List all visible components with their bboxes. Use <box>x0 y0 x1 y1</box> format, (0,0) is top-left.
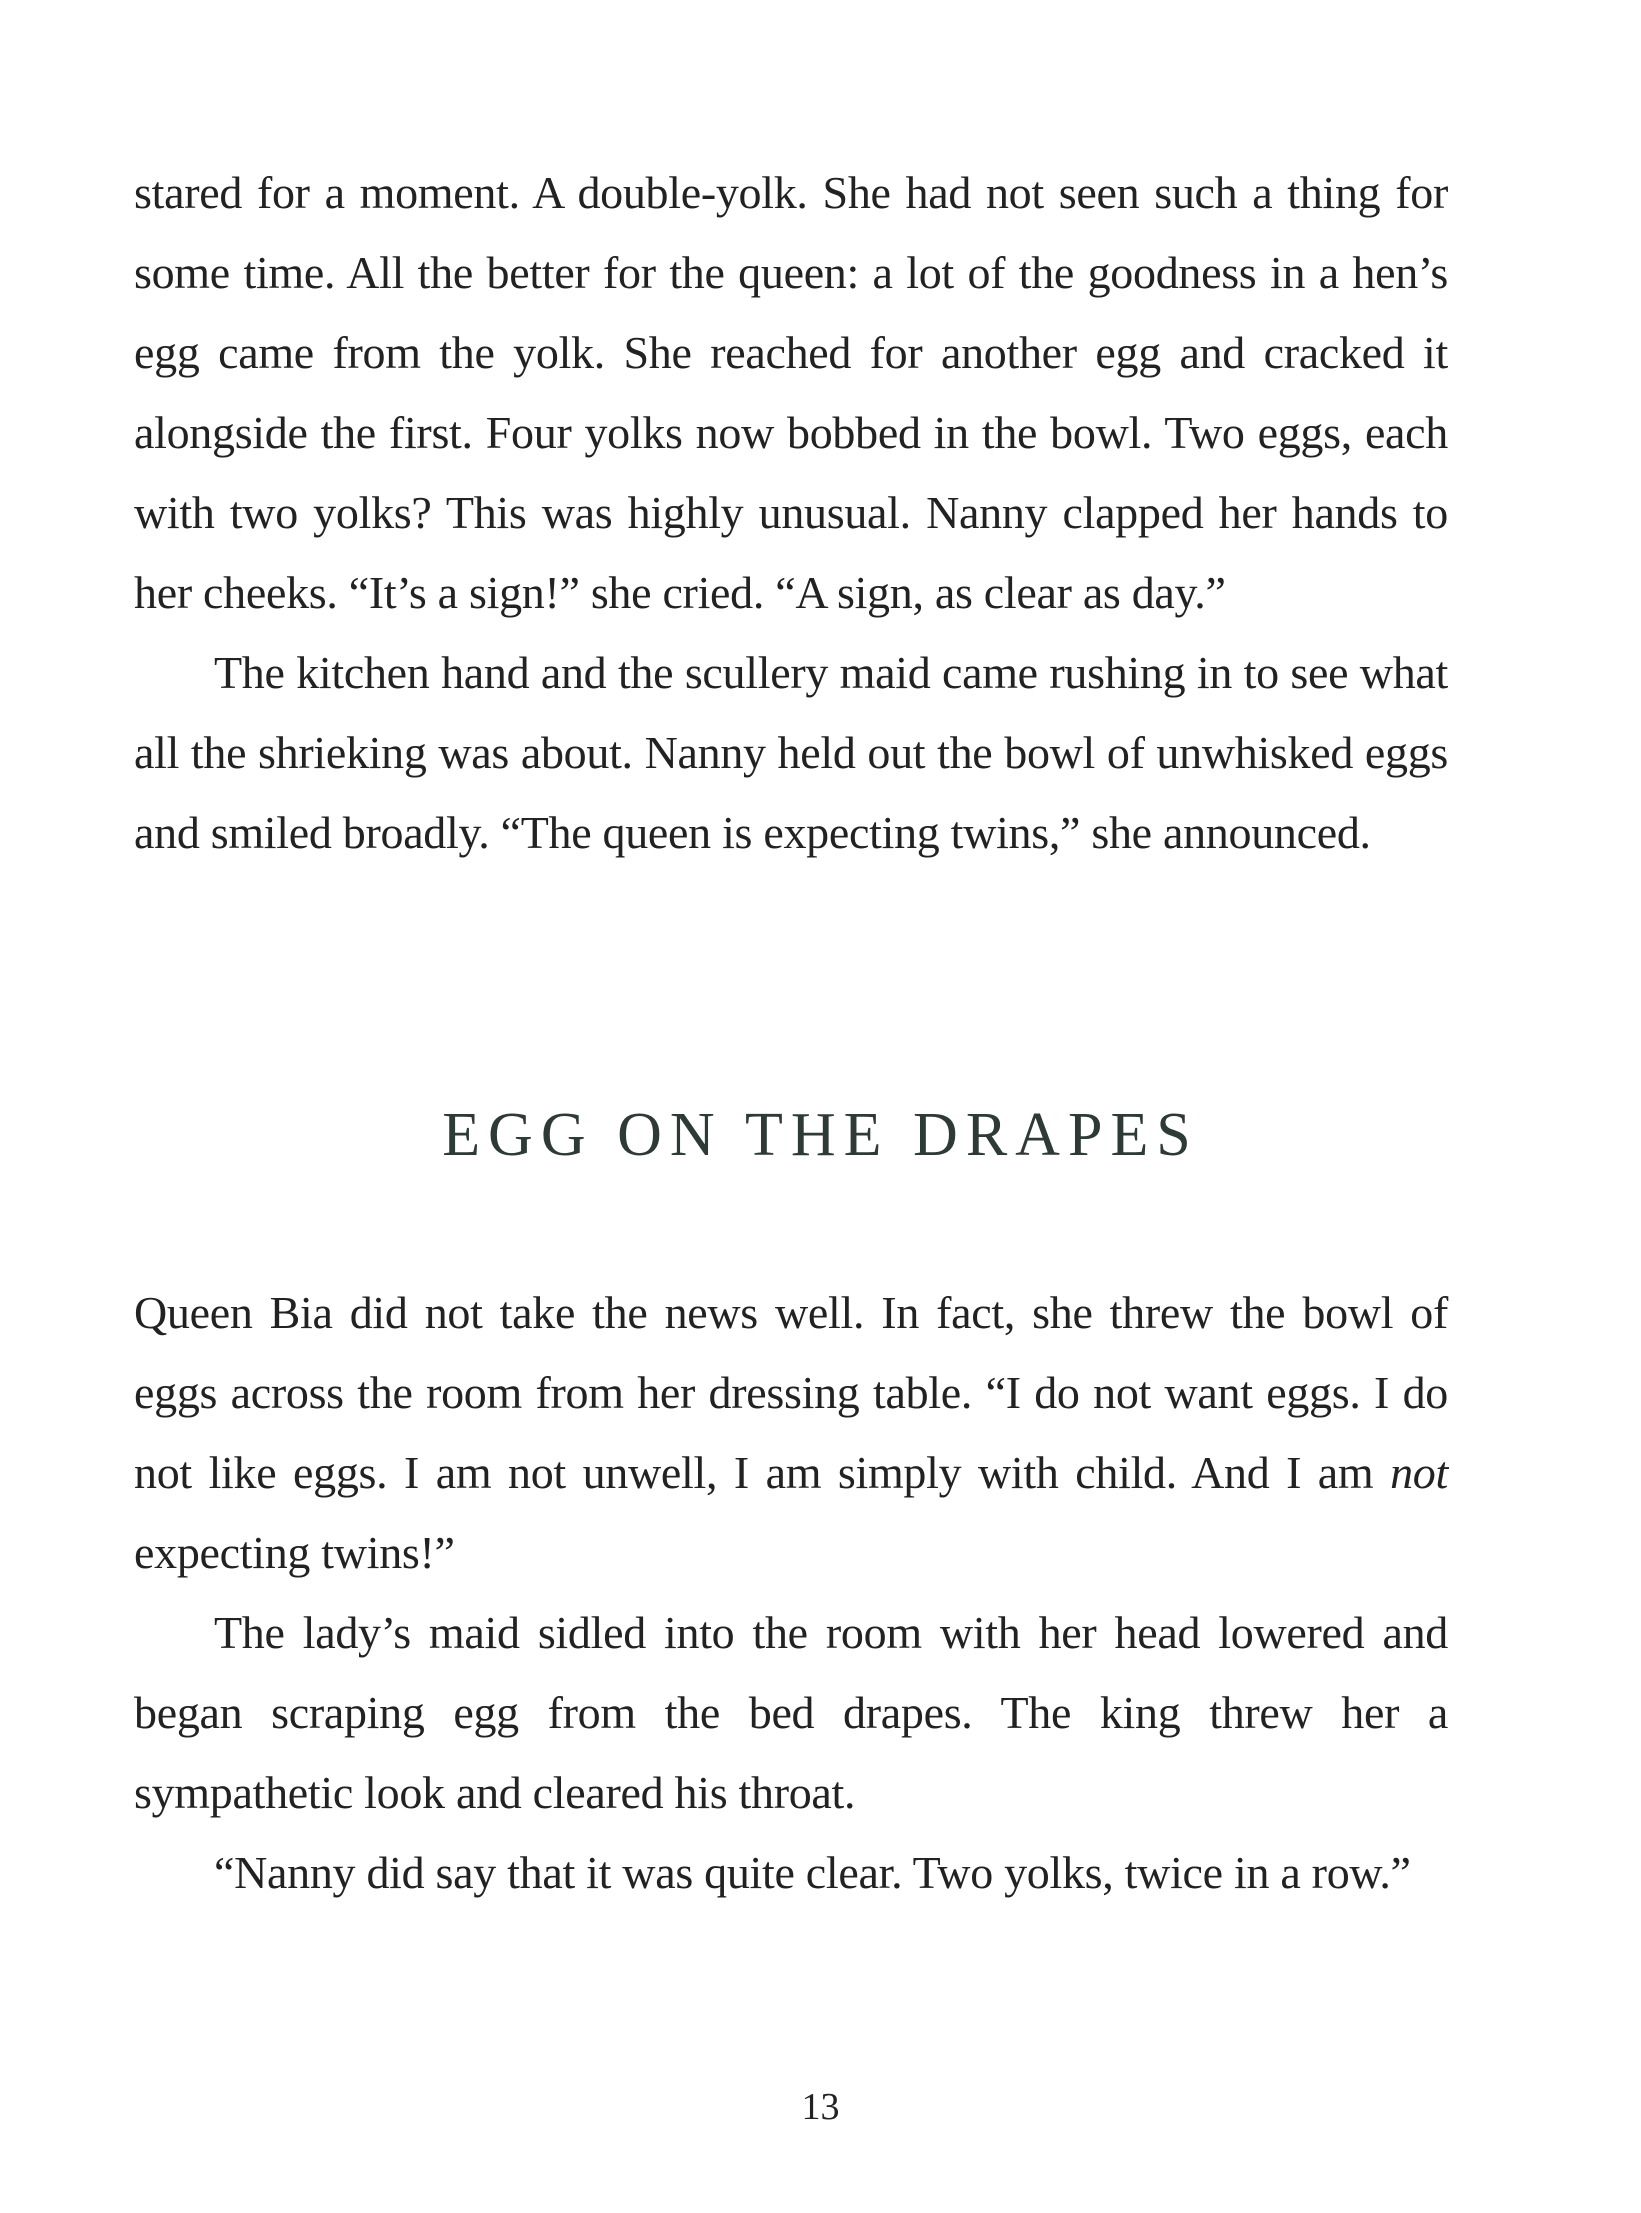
paragraph-text-after-emphasis: expecting twins!” <box>134 1527 455 1578</box>
paragraph-text-before-emphasis: Queen Bia did not take the news well. In fact, she threw the bowl of eggs across the room from her dressing table. “I do not want eggs. I do not like eggs. I am not unwell, I am simply with child. And I am <box>134 1287 1448 1498</box>
body-text-top <box>134 153 1448 873</box>
paragraph-opening <box>134 1273 1448 1593</box>
paragraph: The kitchen hand and the scullery maid came rushing in to see what all the shrieking was about. Nanny held out the bowl of unwhisked eggs and smiled broadly. “The queen is expecting twins,” she announced. <box>134 647 1448 858</box>
paragraph: The lady’s maid sidled into the room with her head lowered and began scraping egg from the bed drapes. The king threw her a sympathetic look and cleared his throat. <box>134 1607 1448 1818</box>
chapter-heading: EGG ON THE DRAPES <box>442 1101 1199 1169</box>
paragraph: “Nanny did say that it was quite clear. Two yolks, twice in a row.” <box>214 1847 1411 1898</box>
body-text-bottom <box>134 1273 1448 1913</box>
paragraph-continued: stared for a moment. A double-yolk. She had not seen such a thing for some time. All the better for the queen: a lot of the goodness in a hen’s egg came from the yolk. She reached for another egg and cracked it alongside the first. Four yolks now bobbed in the bowl. Two eggs, each with two yolks? This was highly unusual. Nanny clapped her hands to her cheeks. “It’s a sign!” she cried. “A sign, as clear as day.” <box>134 167 1448 618</box>
emphasis-text: not <box>1390 1447 1448 1498</box>
page-number: 13 <box>801 2086 840 2128</box>
